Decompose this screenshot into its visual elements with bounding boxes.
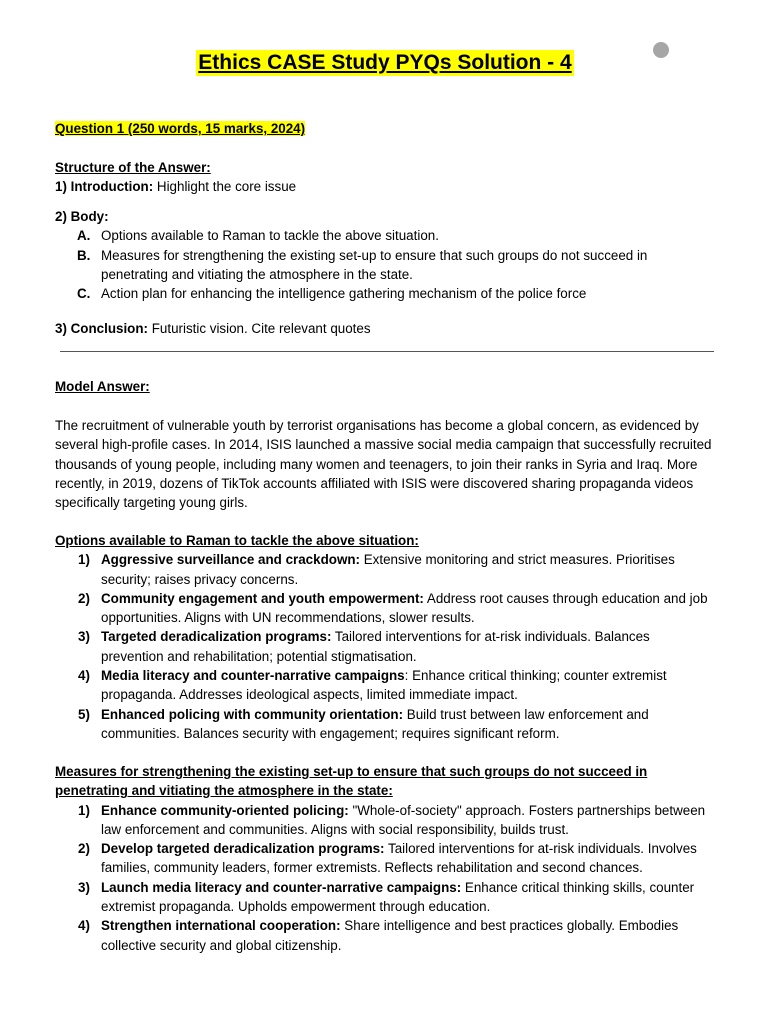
structure-heading: Structure of the Answer: [55, 160, 211, 175]
structure-section [55, 158, 715, 197]
list-item: 1) Aggressive surveillance and crackdown: Extensive monitoring and strict measures. Prioritises security; raises privacy concerns. [78, 552, 675, 587]
list-item: 4) Strengthen international cooperation: Share intelligence and best practices globally. Embodies collective security and global citizenship. [78, 918, 679, 953]
list-item: 2) Community engagement and youth empowerment: Address root causes through education and job opportunities. Aligns with UN recommendations, slower results. [78, 590, 708, 626]
options-list [55, 550, 715, 743]
list-item: 2) Develop targeted deradicalization programs: Tailored interventions for at-risk individuals. Involves families, community leaders, former extremists. Reflects rehabilitation and second chances. [78, 841, 697, 876]
question-line [55, 119, 715, 138]
list-item: 5) Enhanced policing with community orientation: Build trust between law enforcement and communities. Balances security with engagement; requires significant reform. [78, 706, 649, 741]
list-item: 3) Launch media literacy and counter-narrative campaigns: Enhance critical thinking skills, counter extremist propaganda. Upholds empowerment through education. [78, 879, 695, 915]
body-label: 2) Body: [55, 209, 109, 224]
model-answer-heading: Model Answer: [55, 379, 150, 394]
question-heading: Question 1 (250 words, 15 marks, 2024) [55, 121, 306, 136]
options-heading: Options available to Raman to tackle the above situation: [55, 533, 419, 548]
list-item: 1) Enhance community-oriented policing: "Whole-of-society" approach. Fosters partnerships between law enforcement and communities. Aligns with social responsibility, builds trust. [78, 802, 706, 837]
body-list [55, 226, 715, 303]
title-block [55, 50, 715, 76]
structure-body [55, 207, 715, 303]
list-item: A. Options available to Raman to tackle the above situation. [77, 228, 439, 244]
measures-section [55, 762, 715, 955]
intro-paragraph: The recruitment of vulnerable youth by terrorist organisations has become a global concern, as evidenced by several high-profile cases. In 2014, ISIS launched a massive social media campaign that successfully recruited thousands of young people, including many women and teenagers, to join their ranks in Syria and Iraq. More recently, in 2019, dozens of TikTok accounts affiliated with ISIS were discovered sharing propaganda videos specifically targeting young girls. [55, 418, 712, 511]
options-section [55, 531, 715, 743]
measures-list [55, 801, 715, 955]
measures-heading: Measures for strengthening the existing set-up to ensure that such groups do not succeed in penetrating and vitiating the atmosphere in the state: [55, 764, 648, 799]
structure-intro: 1) Introduction: Highlight the core issue [55, 179, 297, 195]
model-answer-heading-line [55, 377, 715, 396]
list-item: C. Action plan for enhancing the intelligence gathering mechanism of the police force [77, 286, 587, 302]
structure-conclusion: 3) Conclusion: Futuristic vision. Cite relevant quotes [55, 321, 371, 336]
list-item: B. Measures for strengthening the existing set-up to ensure that such groups do not succeed in penetrating and vitiating the atmosphere in the state. [77, 247, 648, 282]
list-item: 4) Media literacy and counter-narrative campaigns: Enhance critical thinking; counter extremist propaganda. Addresses ideological aspects, limited immediate impact. [78, 668, 667, 703]
list-item: 3) Targeted deradicalization programs: Tailored interventions for at-risk individuals. Balances prevention and rehabilitation; potential stigmatisation. [78, 629, 650, 664]
section-divider [60, 351, 714, 352]
document-title: Ethics CASE Study PYQs Solution - 4 [198, 51, 572, 74]
